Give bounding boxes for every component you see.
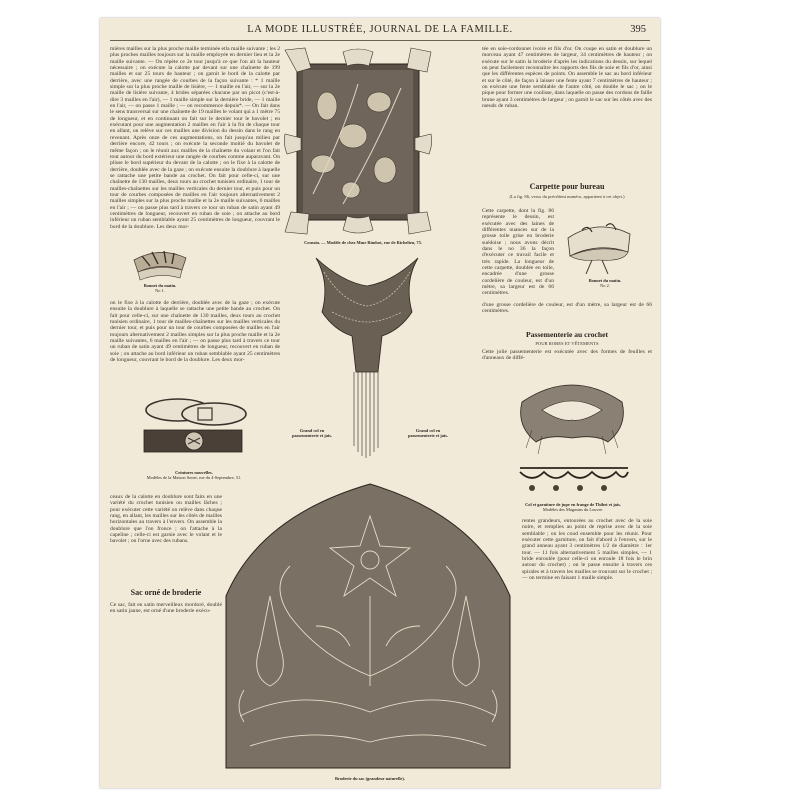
bonnet-illustration-1 xyxy=(128,244,192,284)
ceintures-illustration xyxy=(138,396,250,468)
grand-col-caption-right: Grand col en passementerie et jais. xyxy=(408,428,448,439)
broderie-illustration xyxy=(220,476,516,774)
carpette-text-continued: d'une grosse cordelière de couleur, est d'un mètre, sa largeur est de 66 centimètres. xyxy=(482,302,652,315)
passementerie-heading: Passementerie au crochet xyxy=(525,330,609,339)
coussin-caption: Coussin. — Modèle de chez Mme Rimbot, rue de Richelieu, 75. xyxy=(304,240,422,245)
journal-title: LA MODE ILLUSTRÉE, JOURNAL DE LA FAMILLE. xyxy=(247,24,513,35)
coussin-illustration xyxy=(283,44,433,238)
left-column-text-top: mières mailles sur la plus proche maille terminée etla maille suivante ; les 2 plus proches mailles toujours sur la maille employée en dernier lieu et la 2e maille suivante. — On répète ce 2e tour jusqu'à ce que l'on ait la hauteur nécessaire ; on exécute la calotte par devant sur une chaînette de 199 mailles et sur 25 tours de hauteur ; on garnit le bord de la calotte par derrière, avec une rangée de courbes de la façon suivante : * 1 maille simple sur la plus proche maille de lisière, — 1 maille en l'air, — sur la 2e maille de lisière suivante, 4 brides séparées chacune par un picot (c'est-à-dire 3 mailles en l'air), — 1 maille simple sur la dernière bride, — 1 maille en l'air, — on passe 1 maille ; — on recommence depuis*. — On fait dans le sens transversal sur une chaînette de 19 mailles le volant qui a 1 mètre 75 de longueur, et en continuant on fait sur le dernier tour le bavolet ; en exécutant pour une augmentation 2 mailles en l'air à la fin de chaque tour en allant, on relève sur ces mailles une division du dessin dans le rang en revenant. Après onze de ces augmentations, on fait jusqu'au milieu par derrière encore, 42 tours ; on exécute la seconde moitié du bavolet de même façon ; on le réunit aux mailles de la chaînette du volant et l'on fait tout autour du bord extérieur une rangée de courbes comme auparavant. On plisse le bord supérieur du devant de la calotte ; on le fixe à la calotte de derrière, doublée avec de la gaze ; on exécute ensuite la doublure à laquelle se rattache une petite bande au crochet. On fait pour celle-ci, sur une chaînette de 130 mailles, deux tours au crochet tunisien ordinaire, 1 tour de mailles-chaînettes sur les mailles verticales du dernier tour, et puis pour un tour de courbes composées de mailles en l'air toujours alternativement 2 mailles simples sur la plus proche maille et la 2e maille suivantes, 6 mailles en l'air ; — on passe plus tard à travers ce tour un ruban de satin ayant 49 centimètres de longueur, recouvert en ruban de soie ; on attache au bord inférieur un ruban semblable ayant 25 centimètres de longueur, couvrant le bord de la doublure. Les deux mor- xyxy=(110,46,280,230)
right-column-text-top: tée en soie-cordonnet ivoire et fils d'or. On coupe en satin et doublure un morceau ayant 47 centimètres de largeur, 34 centimètres de hauteur ; on exécute sur le satin la broderie d'après les indications du dessin, sur lequel on peut facilement reconnaître les rapports des fils de soie et fils d'or, ainsi que les différentes espèces de points. On assemble le sac au bord inférieur et sur le côté, de façon à laisser une fente ayant 7 centimètres de hauteur ; on exécute une fente semblable de l'autre côté, on double le sac ; on le pique pour former une coulisse, dans laquelle on passe des cordons de faille brune ayant 3 centimètres de largeur ; on garnit le sac sur les côtés avec des nœuds de ruban. xyxy=(482,46,652,110)
right-column-text-bottom: rentes grandeurs, entourées au crochet avec de la soie noire, et remplies au point de reprise avec de la soie semblable ; on les coud ensemble pour les réunir. Pour exécuter cette garniture, on fait d'abord à l'envers, sur le grand anneau ayant 3 centimètres 1/2 de diamètre : 1er tour. — 11 fois alternativement 5 mailles simples, — 1 bride enroulée (pour celle-ci on enroule 18 fois le brin autour du crochet) ; on le passe ensuite à travers ces spirales et à travers les mailles se trouvant sur le crochet ; — on termine en faisant 1 maille simple. xyxy=(522,518,652,582)
col-garniture-caption: Col et garniture de jupe en frange de Thibet et jais. Modèles des Magasins du Louvre. xyxy=(525,502,621,513)
passementerie-text: Cette jolie passementerie est exécutée avec des formes de feuilles et d'anneaux de diffé- xyxy=(482,349,652,362)
journal-page xyxy=(100,18,660,788)
page-number: 395 xyxy=(630,24,646,35)
left-column-text-bottom: ceaux de la calotte en doublure sont faits en une variété du crochet tunisien ou mailles lâches ; pour exécuter cette variété on relève dans chaque rang, en allant, les mailles sur les côtés de mailles horizontales au travers à l'envers. On assemble la doublure que l'on fronce ; on l'attache à la capeline ; celle-ci est garnie avec le volant et le bavolet ; on l'orne avec des rubans. xyxy=(110,494,222,545)
col-garniture-illustration xyxy=(512,372,632,500)
carpette-heading: Carpette pour bureau xyxy=(529,182,605,191)
page-header xyxy=(100,24,660,38)
broderie-caption: Broderie du sac (grandeur naturelle). xyxy=(335,776,405,781)
carpette-subheading: (La fig. 86, verso du précédent numéro, appartient à cet objet.) xyxy=(509,194,625,199)
bonnet-illustration-2 xyxy=(562,218,638,274)
ceintures-caption: Ceintures nouvelles. Modèles de la Maison Sonet, rue du 4-Septembre, 31. xyxy=(146,470,242,481)
sac-text: Ce sac, fait en satin merveilleux mordoré, doublé en satin jaune, est orné d'une broderie exécu- xyxy=(110,602,222,615)
carpette-text: Cette carpette, dont la fig. 86 représente le dessin, est exécutée avec des laines de différentes nuances sur de la grosse toile grise en broderie suédoise ; nous avons décrit dans le no 36 la façon d'exécuter ce travail facile et très rapide. La longueur de cette carpette, doublée en toile, encadrée d'une grosse cordelière de couleur, est d'un mètre, sa largeur est de 66 centimètres. xyxy=(482,208,554,297)
bonnet-caption-1: Bonnet du matin. No 1. xyxy=(143,283,177,294)
header-rule xyxy=(110,40,650,41)
left-column-text-middle: on le fixe à la calotte de derrière, doublée avec de la gaze ; on exécute ensuite la doublure à laquelle se rattache une petite bande au crochet. On fait pour celle-ci, sur une chaînette de 130 mailles, deux tours au crochet tunisien ordinaire, 1 tour de mailles-chaînettes sur les mailles verticales du dernier tour, et puis pour un tour de courbes composées de mailles en l'air toujours alternativement 2 mailles simples sur la plus proche maille et la 2e maille suivantes, 6 mailles en l'air ; — on passe plus tard à travers ce tour un ruban de satin ayant 49 centimètres de longueur, recouvert en ruban de soie ; on attache au bord inférieur un ruban semblable ayant 25 centimètres de longueur, couvrant le bord de la doublure. Les deux mor- xyxy=(110,300,280,364)
passementerie-subheading: POUR ROBES ET VÊTEMENTS xyxy=(535,341,599,346)
bonnet-caption-2: Bonnet du matin. No 2. xyxy=(588,278,622,289)
grand-col-caption-left: Grand col en passementerie et jais. xyxy=(292,428,332,439)
sac-heading: Sac orné de broderie xyxy=(130,588,202,597)
